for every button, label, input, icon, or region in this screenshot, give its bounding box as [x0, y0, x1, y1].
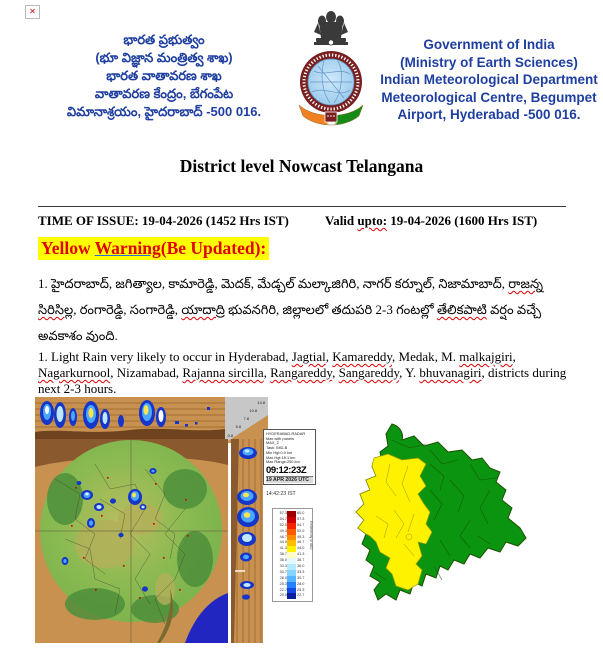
legend-axis-label: Reflectivity in dBZ: [309, 521, 313, 550]
text-segment: Rangareddy: [270, 365, 333, 380]
legend-row: 36.0 38.7: [279, 558, 305, 563]
radar-time-ist: 14:42:23 IST: [266, 491, 296, 497]
broken-image-icon: ✕: [25, 5, 40, 19]
header-telugu: [28, 31, 300, 121]
legend-row: 30.7 33.3: [279, 569, 305, 574]
header-english-line: Government of India: [423, 37, 555, 52]
text-segment: , రంగారెడ్డి, సంగారెడ్డి,: [73, 302, 182, 317]
legend-row: 52.0 54.7: [279, 522, 305, 527]
text-segment: రాజన్న సిరిసిల్ల: [38, 276, 543, 317]
radar-top-cross-section: [35, 397, 225, 439]
yellow-warning-area: [356, 454, 432, 590]
valid-upto: [325, 213, 537, 229]
header-telugu-line: (భూ విజ్ఞాన మంత్రిత్వ శాఖ): [95, 50, 233, 65]
text-segment: , Nizamabad,: [110, 365, 183, 380]
text-segment: వర్షం వచ్చే అవకాశం వుంది.: [38, 302, 542, 343]
text-segment: Sangareddy: [338, 365, 400, 380]
header-english-line: Meteorological Centre, Begumpet: [381, 89, 597, 105]
radar-reflectivity-legend: [272, 508, 313, 602]
telangana-district-warning-map: [330, 420, 530, 620]
height-label: 5.8: [235, 424, 241, 429]
imd-emblem-icon: [294, 8, 368, 138]
text-segment: 1. హైదరాబాద్, జగిత్యాల, కామారెడ్డి, మెదక్, మేడ్చల్ మల్కాజిగిరి, నాగర్ కర్నూల్, నిజామాబాద్,: [38, 276, 509, 291]
text-segment: Valid: [325, 213, 358, 228]
text-segment: , districts during next 2-3 hours.: [38, 365, 567, 396]
text-segment: malkajgiri: [459, 349, 513, 364]
warning-paragraph-english: [38, 349, 575, 397]
text-segment: ,: [332, 365, 339, 380]
radar-info-line: Task: IMD-B: [266, 445, 288, 451]
radar-height-scale: [225, 397, 268, 443]
text-segment: Yellow: [41, 238, 95, 258]
height-label: 7.8: [243, 416, 249, 421]
legend-row: 28.0 30.7: [279, 575, 305, 580]
header-telugu-line: భారత వాతావరణ శాఖ: [106, 68, 222, 83]
warning-heading: [38, 237, 269, 260]
radar-date-utc: 19 APR 2026 UTC: [266, 476, 313, 484]
radar-info-panel: [263, 429, 316, 485]
radar-info-line: Max Range:250 km: [266, 459, 300, 465]
text-segment: bhuvanagiri: [419, 365, 482, 380]
text-segment: (Be Updated):: [160, 238, 267, 258]
header-telugu-line: విమానాశ్రయం, హైదరాబాద్ -500 016.: [66, 104, 262, 119]
header-english-line: Airport, Hyderabad -500 016.: [397, 107, 581, 122]
legend-row: 54.7 57.3: [279, 516, 305, 521]
text-segment: , Medak, M.: [392, 349, 460, 364]
header-telugu-line: వాతావరణ కేంద్రం, బేగంపేట: [94, 86, 234, 101]
text-segment: భువనగిరి, జిల్లాలలో తదుపరి 2-3 గంటల్లో: [224, 302, 437, 317]
legend-row: 20.0 22.7: [279, 593, 305, 598]
page-title: District level Nowcast Telangana: [179, 156, 424, 176]
text-segment: ,: [325, 349, 333, 364]
radar-info-line: Max Hgt:15.1 km: [266, 454, 296, 460]
text-segment: ,: [512, 349, 516, 364]
text-segment: Kamareddy: [332, 349, 393, 364]
legend-row: 49.3 52.0: [279, 528, 305, 533]
legend-row: 46.7 49.3: [279, 534, 305, 539]
legend-row: 33.3 36.0: [279, 564, 305, 569]
text-segment: 1. Light Rain very likely to occur in Hyderabad,: [38, 349, 292, 364]
text-segment: Jagtial: [291, 349, 326, 364]
legend-row: 38.7 41.3: [279, 552, 305, 557]
height-label: 14.8: [257, 400, 265, 405]
warning-paragraph-telugu: [38, 271, 575, 349]
radar-right-cross-section: [231, 439, 263, 643]
header-telugu-line: భారత ప్రభుత్వం: [123, 32, 205, 47]
text-segment: upto:: [357, 213, 388, 228]
radar-time-utc: 09:12:23Z: [266, 464, 307, 476]
header-english: [376, 36, 602, 124]
text-segment: Warning: [94, 238, 161, 258]
text-segment: ,: [263, 365, 271, 380]
text-segment: 19-04-2026 (1600 Hrs IST): [387, 213, 538, 228]
radar-info-line: MAX_Z: [266, 440, 279, 446]
radar-info-line: Min Hgt:0.0 km: [266, 449, 293, 455]
divider: [38, 206, 566, 207]
legend-color-cell: [287, 593, 296, 599]
header-english-line: (Ministry of Earth Sciences): [400, 54, 578, 70]
legend-row: 41.3 44.0: [279, 546, 305, 551]
radar-max-z-display: [35, 439, 228, 643]
text-segment: , Y.: [399, 365, 420, 380]
text-segment: తేలికపాటి: [436, 302, 487, 317]
legend-row: 25.3 28.0: [279, 581, 305, 586]
text-segment: యాదాద్రి: [181, 302, 225, 317]
header-english-line: Indian Meteorological Department: [380, 72, 598, 87]
height-label: 0.8: [227, 433, 233, 438]
time-of-issue: TIME OF ISSUE: 19-04-2026 (1452 Hrs IST): [38, 213, 289, 228]
height-label: 10.8: [249, 408, 257, 413]
legend-row: 44.0 46.7: [279, 540, 305, 545]
text-segment: Nagarkurnool: [38, 365, 111, 380]
legend-row: 57.3 60.0: [279, 511, 305, 515]
legend-row: 22.7 25.3: [279, 587, 305, 592]
text-segment: Rajanna sircilla: [182, 365, 264, 380]
radar-info-line: Max with panels: [266, 435, 294, 441]
radar-info-line: HYDERABAD-RADAR: [266, 431, 306, 436]
